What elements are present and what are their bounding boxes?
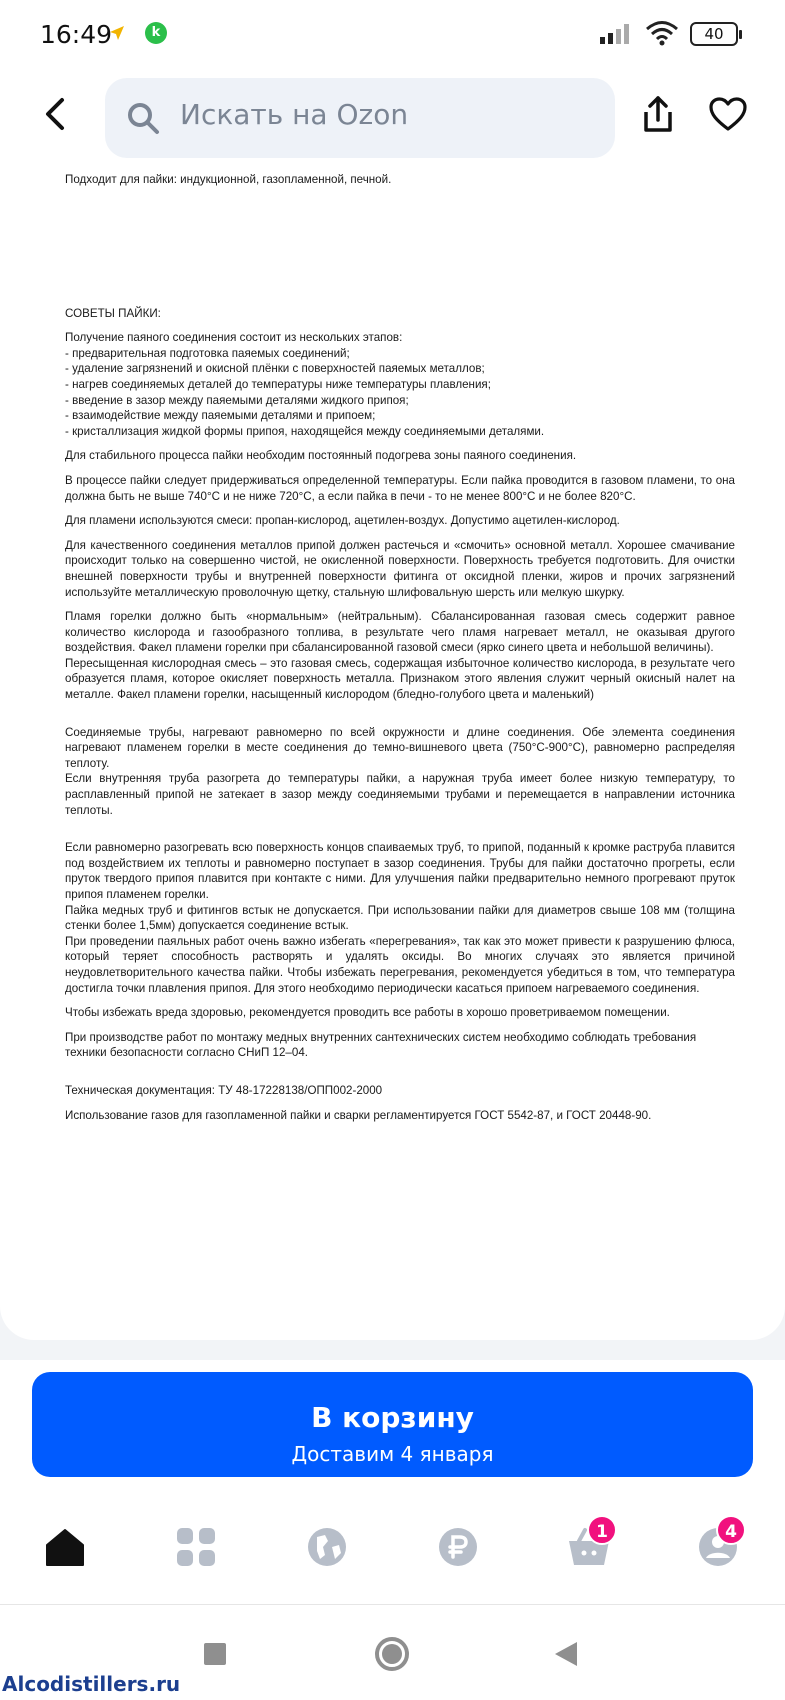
recent-apps-button[interactable] (203, 1642, 227, 1670)
doc-step: - введение в зазор между паяемыми деталями жидкого припоя; (65, 393, 409, 407)
doc-step: - удаление загрязнений и окисной плёнки с поверхностей паяемых металлов; (65, 362, 485, 376)
doc-heading: СОВЕТЫ ПАЙКИ: (65, 306, 161, 320)
search-placeholder: Искать на Ozon (180, 98, 409, 131)
doc-paragraph (65, 840, 735, 996)
top-bar (0, 78, 785, 160)
back-system-button[interactable] (553, 1640, 579, 1672)
home-system-button[interactable] (374, 1636, 410, 1676)
doc-paragraph-part: Пламя горелки должно быть «нормальным» (нейтральным). Сбалансированная газовая смесь содержит равное количество кислорода и газообразного топлива, в результате чего пламя нагревает металл, не оказывая другого воздействия. Факел пламени горелки при сбалансированной газовой смеси (ярко синего цвета и небольшой величины). (65, 610, 735, 655)
doc-intro: Подходит для пайки: индукционной, газопламенной, печной. (65, 173, 392, 186)
square-icon (203, 1642, 227, 1666)
location-arrow-icon (108, 24, 126, 46)
watermark-text: Alcodistillers.ru (2, 1672, 181, 1696)
profile-notification-badge: 4 (716, 1515, 746, 1545)
doc-paragraph: Для качественного соединения металлов припой должен растечься и «смочить» основной металл. Хорошее смачивание происходит только на совершенно чистой, не окисленной поверхности. Поверхность требуется подготовить. Для очистки внешней поверхности трубы и внутренней поверхности фитинга от оксидной пленки, жиров и прочих загрязнений используйте металлическую проволочную щетку, стальную шлифовальную шерсть или мелкую шкурку. (65, 538, 735, 599)
signal-icon (600, 22, 634, 48)
search-icon (125, 100, 161, 140)
doc-step: - взаимодействие между паяемыми деталями и припоем; (65, 409, 376, 423)
add-to-cart-label: В корзину (311, 1401, 474, 1434)
doc-step: - нагрев соединяемых деталей до температуры ниже температуры плавления; (65, 377, 491, 391)
battery-icon: 40 (690, 22, 738, 46)
tab-global[interactable] (297, 1525, 357, 1585)
wifi-icon (645, 20, 679, 50)
doc-paragraph: Чтобы избежать вреда здоровью, рекомендуется проводить все работы в хорошо проветриваемом помещении. (65, 1006, 670, 1020)
catalog-icon (174, 1525, 218, 1569)
app-notification-icon: k (145, 22, 167, 44)
triangle-back-icon (553, 1640, 579, 1668)
doc-step: - предварительная подготовка паяемых соединений; (65, 346, 350, 360)
search-input[interactable] (105, 78, 615, 158)
bottom-tab-bar (0, 1495, 785, 1605)
cart-count-badge: 1 (587, 1515, 617, 1545)
doc-paragraph: Для пламени используются смеси: пропан-кислород, ацетилен-воздух. Допустимо ацетилен-кислород. (65, 514, 620, 528)
doc-paragraph-part: Если равномерно разогревать всю поверхность концов спаиваемых труб, то припой, поданный к кромке раструба плавится под воздействием их теплоты и равномерно поступает в зазор соединения. Трубы для пайки достаточно прогреты, если пруток твердого припоя плавится при контакте с ними. Для улучшения пайки предварительно немного прогревают пруток припоя пламенем горелки. (65, 841, 735, 901)
doc-steps (65, 330, 735, 439)
doc-paragraph-part: Если внутренняя труба разогрета до температуры пайки, а наружная труба имеет более низкую температуру, то расплавленный припой не затекает в зазор между соединяемыми трубами и перемещается в направлении источника теплоты. (65, 772, 735, 817)
doc-paragraph-part: При проведении паяльных работ очень важно избегать «перегревания», так как это может привести к разрушению флюса, который теряет способность растворять и удалять оксиды. Во многих случаях это является причиной неудовлетворительного качества пайки. Чтобы избежать перегревания, рекомендуется убедиться в том, что температура достигла точки плавления припоя. Для этого необходимо периодически касаться припоем нагреваемого соединения. (65, 934, 735, 995)
back-button[interactable] (36, 94, 76, 134)
ruble-icon (436, 1525, 480, 1569)
doc-step: - кристаллизация жидкой формы припоя, находящейся между соединяемыми деталями. (65, 424, 545, 438)
status-bar (0, 0, 785, 70)
tab-points[interactable] (428, 1525, 488, 1585)
card-separator (0, 1240, 785, 1360)
tab-catalog[interactable] (166, 1525, 226, 1585)
heart-icon (708, 96, 748, 132)
doc-paragraph: В процессе пайки следует придерживаться определенной температуры. Если пайка проводится в газовом пламени, то она должна быть не выше 740°С и не ниже 720°С, а если пайка в печи - то не менее 800°С и не более 820°С. (65, 473, 735, 503)
doc-paragraph-part: Пайка медных труб и фитингов встык не допускается. При использовании пайки для диаметров свыше 108 мм (толщина стенки более 1,5мм) допускается соединение встык. (65, 903, 735, 933)
status-time: 16:49 (40, 20, 113, 49)
share-icon (640, 94, 676, 134)
share-button[interactable] (640, 94, 676, 138)
home-icon (43, 1525, 87, 1569)
back-arrow-icon (36, 94, 76, 134)
doc-paragraph: Для стабильного процесса пайки необходим постоянный подогрева зоны паяного соединения. (65, 449, 577, 463)
doc-steps-intro: Получение паяного соединения состоит из нескольких этапов: (65, 331, 403, 345)
favorite-button[interactable] (708, 96, 748, 136)
doc-paragraph: При производстве работ по монтажу медных внутренних сантехнических систем необходимо соблюдать требования техники безопасности согласно СНиП 12–04. (65, 1030, 697, 1060)
doc-paragraph: Использование газов для газопламенной пайки и сварки регламентируется ГОСТ 5542-87, и ГОСТ 20448-90. (65, 1108, 652, 1122)
delivery-date-label: Доставим 4 января (291, 1442, 494, 1466)
tab-home[interactable] (35, 1525, 95, 1585)
doc-paragraph (65, 609, 735, 703)
tab-cart[interactable] (559, 1522, 619, 1585)
product-description (65, 172, 735, 1132)
doc-paragraph-part: Пересыщенная кислородная смесь – это газовая смесь, содержащая избыточное количество кислорода, в результате чего образуется пламя, которое окисляет поверхность металла. Признаком этого явления служит черный окисный налет на металле. Факел пламени горелки, насыщенный кислородом (бледно-голубого цвета и маленький) (65, 656, 735, 702)
circle-icon (374, 1636, 410, 1672)
doc-paragraph-part: Соединяемые трубы, нагревают равномерно по всей окружности и длине соединения. Обе элемента соединения нагревают пламенем горелки в месте соединения до темно-вишневого цвета (750°С-900°С), равномерно распределяя теплоту. (65, 725, 735, 770)
tab-profile[interactable] (688, 1522, 748, 1585)
globe-icon (305, 1525, 349, 1569)
add-to-cart-button[interactable] (32, 1372, 753, 1477)
card-bottom-edge (0, 1240, 785, 1340)
doc-paragraph: Техническая документация: ТУ 48-17228138/ОПП002-2000 (65, 1083, 383, 1097)
doc-paragraph (65, 725, 735, 819)
